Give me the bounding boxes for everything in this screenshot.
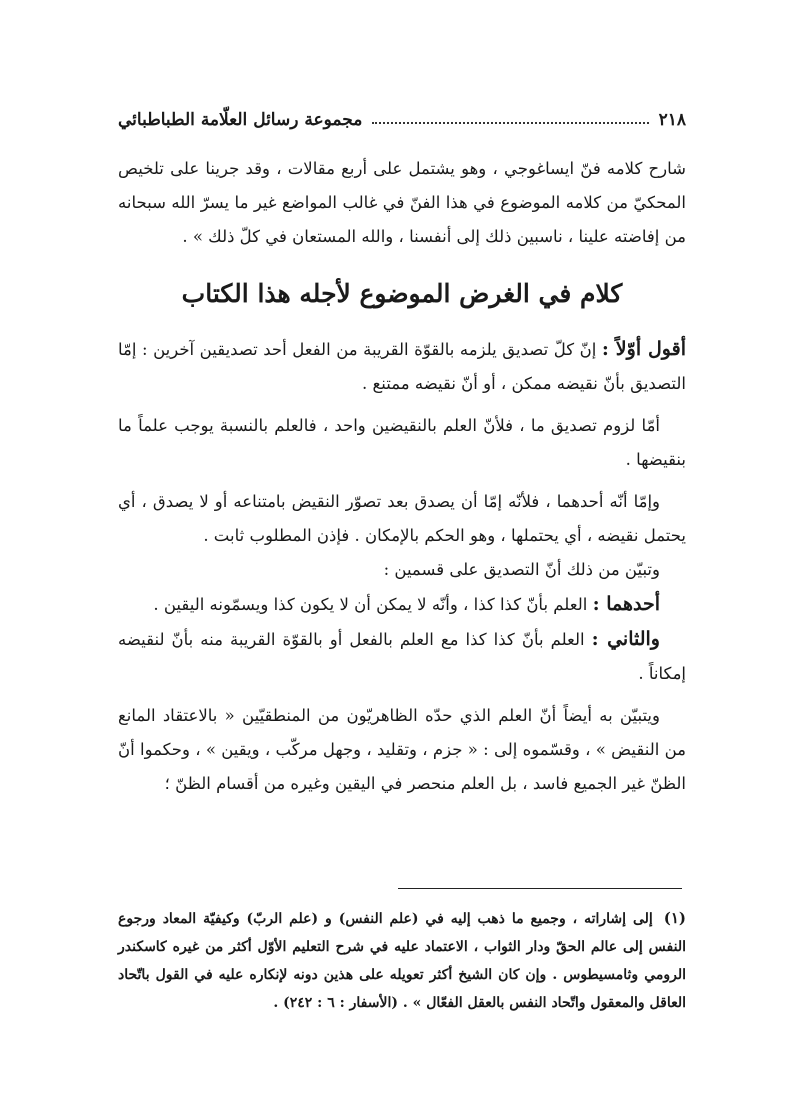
paragraph-lead: أحدهما : xyxy=(592,593,660,615)
intro-paragraph: شارح كلامه فنّ ايساغوجي ، وهو يشتمل على أربع مقالات ، وقد جرينا على تلخيص المحكيّ من كلامه الموضوع في هذا الفنّ في غالب المواضع غير ما يسرّ الله سبحانه من إفاضته علينا ، ناسبين ذلك إلى أنفسنا ، والله المستعان في كلّ ذلك » . xyxy=(118,159,686,246)
running-header xyxy=(118,96,686,130)
paragraph-text: العلم بأنّ كذا كذا ، وأنّه لا يمكن أن لا يكون كذا ويسمّونه اليقين . xyxy=(153,595,588,614)
paragraph-text: العلم بأنّ كذا كذا مع العلم بالفعل أو بالقوّة القريبة منه بأنّ لنقيضه إمكاناً . xyxy=(118,630,686,683)
paragraph-fourth: وتبيّن من ذلك أنّ التصديق على قسمين : xyxy=(383,560,660,579)
paragraph-first xyxy=(118,332,686,401)
page-number: ٢١٨ xyxy=(658,110,686,130)
book-title: مجموعة رسائل العلّامة الطباطبائي xyxy=(118,110,363,130)
paragraph-second: أمّا لزوم تصديق ما ، فلأنّ العلم بالنقيضين واحد ، فالعلم بالنسبة يوجب علماً ما بنقيضها . xyxy=(118,416,686,469)
footnote-divider xyxy=(398,888,682,889)
paragraph-sixth xyxy=(118,622,686,691)
footnote-text: إلى إشاراته ، وجميع ما ذهب إليه في (علم النفس) و (علم الربّ) وكيفيّة المعاد ورجوع النفس إلى عالم الحقّ ودار الثواب ، الاعتماد عليه في شرح التعليم الأوّل أكثر من غيره كاسكندر الرومي وثامسيطوس . وإن كان الشيخ أكثر تعويله على هذين دونه لإنكاره عليه في القول باتّحاد العاقل والمعقول واتّحاد النفس بالعقل الفعّال » . (الأسفار : ٦ : ٢٤٢) . xyxy=(118,911,686,1011)
paragraph-fifth xyxy=(118,587,686,622)
dotted-leader xyxy=(372,122,648,124)
footnote-marker: (١) xyxy=(663,909,687,927)
paragraph-text: إنّ كلّ تصديق يلزمه بالقوّة القريبة من الفعل أحد تصديقين آخرين : إمّا التصديق بأنّ نقيضه ممكن ، أو أنّ نقيضه ممتنع . xyxy=(118,340,686,393)
paragraph-lead: أقول أوّلاً : xyxy=(601,338,686,360)
paragraph-lead: والثاني : xyxy=(591,628,660,650)
paragraph-third: وإمّا أنّه أحدهما ، فلأنّه إمّا أن يصدق بعد تصوّر النقيض بامتناعه أو لا يصدق ، أي يحتمل نقيضه ، أي يحتملها ، وهو الحكم بالإمكان . فإذن المطلوب ثابت . xyxy=(118,492,686,545)
section-heading: كلام في الغرض الموضوع لأجله هذا الكتاب xyxy=(181,279,623,308)
main-text xyxy=(118,152,686,801)
paragraph-seventh: ويتبيّن به أيضاً أنّ العلم الذي حدّه الظاهريّون من المنطقيّين « بالاعتقاد المانع من النقيض » ، وقسّموه إلى : « جزم ، وتقليد ، وجهل مركّب ، ويقين » ، وحكموا أنّ الظنّ غير الجميع فاسد ، بل العلم منحصر في اليقين وغيره من أقسام الظنّ ؛ xyxy=(118,706,686,793)
footnote xyxy=(118,904,686,1017)
